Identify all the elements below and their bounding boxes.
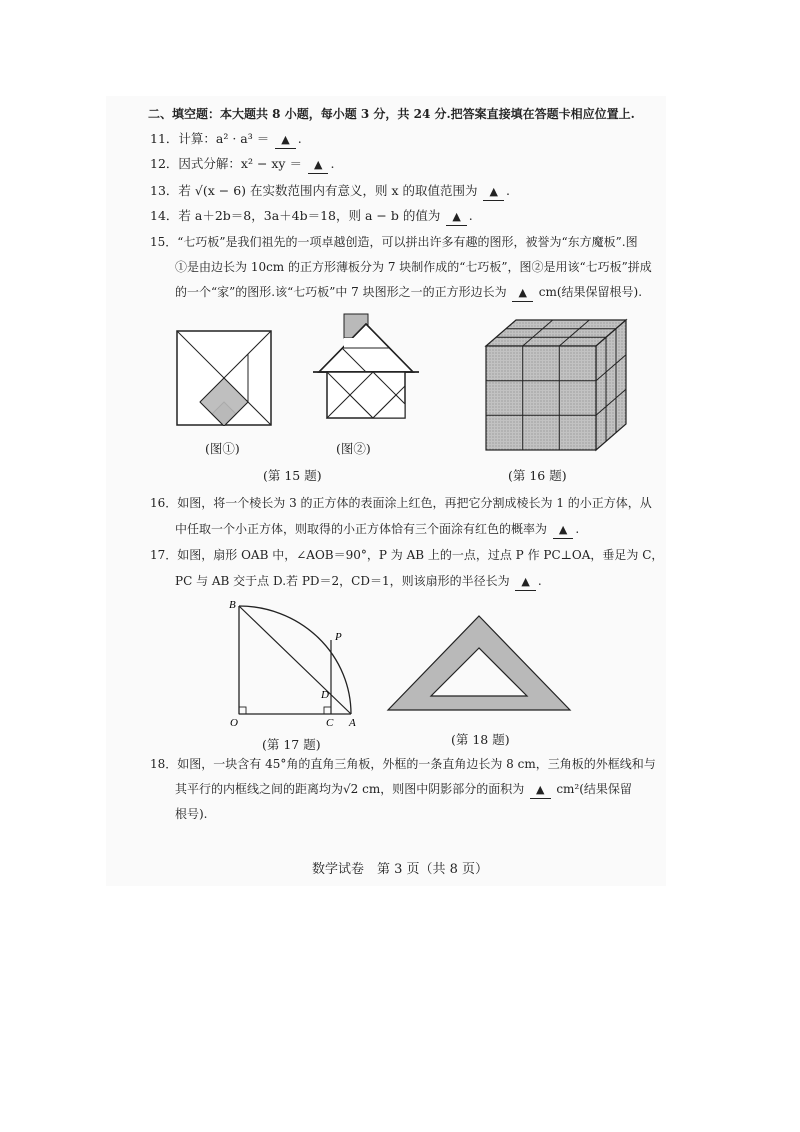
answer-blank: ▲ bbox=[308, 157, 328, 174]
q14-text: 14．若 a＋2b＝8，3a＋4b＝18，则 a − b 的值为 bbox=[150, 208, 441, 223]
label-a: A bbox=[349, 717, 356, 729]
q16-line2-text: 中任取一个小正方体，则取得的小正方体恰有三个面涂有红色的概率为 bbox=[175, 522, 548, 536]
q12-text: 12．因式分解：x² − xy ＝ bbox=[150, 156, 302, 171]
question-18-line2 bbox=[175, 781, 632, 799]
q13-end: . bbox=[505, 183, 510, 198]
question-15-line3 bbox=[175, 284, 642, 302]
q16-end: . bbox=[575, 522, 580, 536]
q18-line3: 根号). bbox=[175, 807, 208, 821]
caption-q18: (第 18 题) bbox=[451, 732, 510, 747]
q12-end: . bbox=[330, 156, 335, 171]
label-b: B bbox=[229, 599, 236, 611]
q17-line2-text: PC 与 AB 交于点 D.若 PD＝2，CD＝1，则该扇形的半径长为 bbox=[175, 574, 510, 588]
label-o: O bbox=[230, 717, 238, 729]
answer-blank: ▲ bbox=[530, 782, 550, 799]
tangram-house-figure bbox=[311, 312, 421, 424]
cube-figure bbox=[480, 316, 630, 454]
q15-line3-text: 的一个“家”的图形.该“七巧板”中 7 块图形之一的正方形边长为 bbox=[175, 285, 507, 299]
caption-q15: (第 15 题) bbox=[263, 468, 322, 483]
q11-text: 11．计算：a² · a³ ＝ bbox=[150, 131, 270, 146]
q17-end: . bbox=[537, 574, 542, 588]
sector-figure bbox=[225, 594, 365, 730]
answer-blank: ▲ bbox=[483, 184, 503, 201]
q16-line1: 16．如图，将一个棱长为 3 的正方体的表面涂上红色，再把它分割成棱长为 1 的小正方体，从 bbox=[150, 496, 652, 510]
question-14 bbox=[150, 208, 473, 226]
question-13 bbox=[150, 183, 510, 201]
answer-blank: ▲ bbox=[446, 209, 466, 226]
q15-line2: ①是由边长为 10cm 的正方形薄板分为 7 块制作成的“七巧板”，图②是用该“七巧板”拼成 bbox=[175, 260, 652, 274]
caption-fig2: (图②) bbox=[336, 441, 371, 456]
q18-line1: 18．如图，一块含有 45°角的直角三角板，外框的一条直角边长为 8 cm，三角板的外框线和与 bbox=[150, 757, 656, 771]
question-12 bbox=[150, 156, 334, 174]
page-footer: 数学试卷 第 3 页（共 8 页） bbox=[311, 862, 489, 877]
section-header: 二、填空题：本大题共 8 小题，每小题 3 分，共 24 分.把答案直接填在答题卡相应位置上. bbox=[148, 107, 635, 121]
answer-blank: ▲ bbox=[512, 285, 532, 302]
label-c: C bbox=[326, 717, 334, 729]
q18-line2-end: cm²(结果保留 bbox=[556, 782, 632, 796]
q15-line3-end: cm(结果保留根号). bbox=[538, 285, 643, 299]
q13-text: 13．若 √(x − 6) 在实数范围内有意义，则 x 的取值范围为 bbox=[150, 183, 478, 198]
q18-line2-text: 其平行的内框线之间的距离均为√2 cm，则图中阴影部分的面积为 bbox=[175, 782, 525, 796]
label-p: P bbox=[335, 631, 342, 643]
q14-end: . bbox=[468, 208, 473, 223]
label-d: D bbox=[321, 689, 329, 701]
q15-line1: 15．“七巧板”是我们祖先的一项卓越创造，可以拼出许多有趣的图形，被誉为“东方魔板”.图 bbox=[150, 235, 638, 249]
caption-fig1: (图①) bbox=[205, 441, 240, 456]
caption-q16: (第 16 题) bbox=[508, 468, 567, 483]
question-17-line2 bbox=[175, 573, 542, 591]
q17-line1: 17．如图，扇形 OAB 中，∠AOB＝90°，P 为 AB 上的一点，过点 P 作 PC⊥OA，垂足为 C， bbox=[150, 548, 664, 562]
q11-end: . bbox=[297, 131, 302, 146]
caption-q17: (第 17 题) bbox=[262, 737, 321, 752]
answer-blank: ▲ bbox=[515, 574, 535, 591]
tangram-square-figure bbox=[176, 330, 272, 426]
answer-blank: ▲ bbox=[275, 132, 295, 149]
answer-blank: ▲ bbox=[553, 522, 573, 539]
question-16-line2 bbox=[175, 521, 579, 539]
triangle-ruler-figure bbox=[384, 612, 574, 714]
question-11 bbox=[150, 131, 302, 149]
